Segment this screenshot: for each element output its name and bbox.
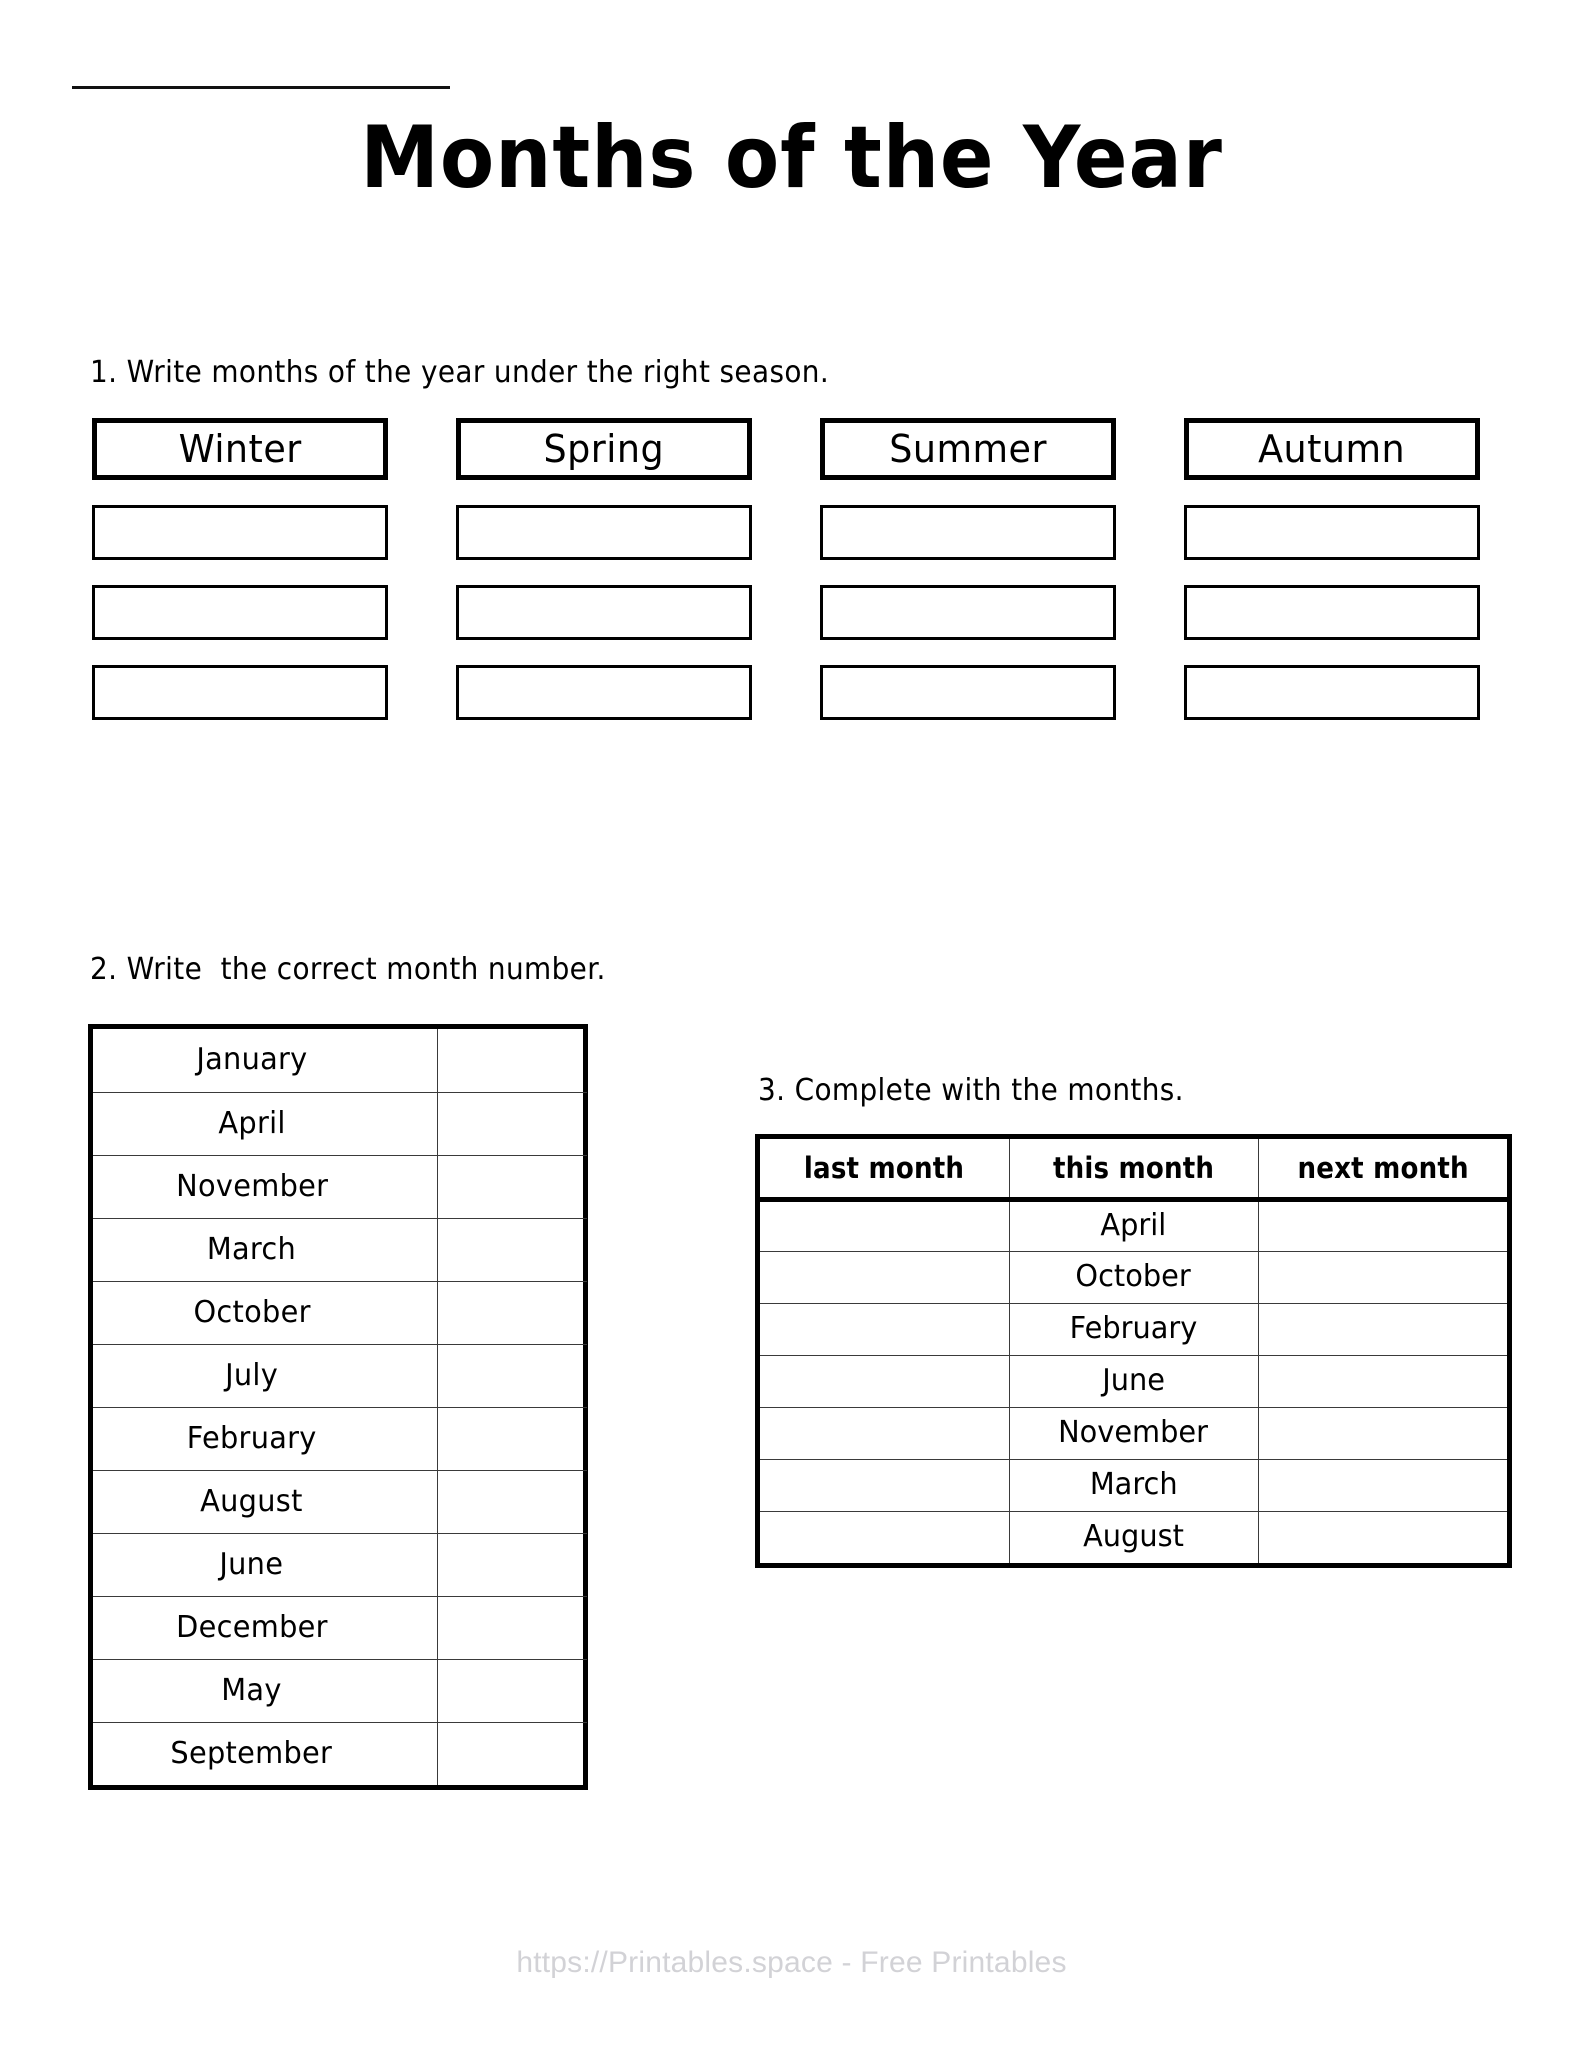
- student-name-line: [72, 86, 450, 89]
- season-column-summer: [820, 418, 1116, 720]
- season-answer-box[interactable]: [456, 585, 752, 640]
- page-title: Months of the Year: [360, 108, 1223, 208]
- month-name-cell: [93, 1155, 437, 1218]
- table-row: [760, 1407, 1507, 1459]
- month-number-answer-cell[interactable]: [437, 1029, 587, 1092]
- season-header-autumn: [1184, 418, 1480, 480]
- column-header-this-month: [1009, 1139, 1258, 1199]
- month-name-cell: [93, 1407, 437, 1470]
- this-month-cell: [1009, 1303, 1258, 1355]
- this-month-label: June: [1102, 1363, 1165, 1398]
- next-month-answer-cell[interactable]: [1258, 1199, 1507, 1251]
- season-header-winter: [92, 418, 388, 480]
- season-column-autumn: [1184, 418, 1480, 720]
- season-answer-box[interactable]: [820, 505, 1116, 560]
- season-answer-box[interactable]: [1184, 665, 1480, 720]
- month-number-table: [88, 1024, 588, 1790]
- complete-months-table: [755, 1134, 1512, 1568]
- month-name-cell: [93, 1659, 437, 1722]
- column-header-next-month: [1258, 1139, 1507, 1199]
- this-month-label: April: [1100, 1208, 1167, 1243]
- month-number-answer-cell[interactable]: [437, 1533, 587, 1596]
- this-month-label: October: [1075, 1259, 1192, 1294]
- table-row: [93, 1722, 587, 1785]
- table-row: [93, 1470, 587, 1533]
- this-month-cell: [1009, 1251, 1258, 1303]
- table-row: [760, 1355, 1507, 1407]
- month-name-cell: [93, 1218, 437, 1281]
- month-number-answer-cell[interactable]: [437, 1155, 587, 1218]
- month-number-answer-cell[interactable]: [437, 1344, 587, 1407]
- this-month-label: November: [1058, 1415, 1209, 1450]
- last-month-answer-cell[interactable]: [760, 1303, 1009, 1355]
- footer-credit: https://Printables.space - Free Printables: [516, 1946, 1067, 1979]
- season-answer-box[interactable]: [92, 505, 388, 560]
- table-row: [93, 1659, 587, 1722]
- season-answer-box[interactable]: [1184, 585, 1480, 640]
- table-row: [760, 1199, 1507, 1251]
- season-header-label: Autumn: [1258, 427, 1406, 471]
- month-name-cell: [93, 1470, 437, 1533]
- month-name-label: December: [175, 1609, 328, 1645]
- table-row: [93, 1092, 587, 1155]
- month-name-label: January: [196, 1042, 308, 1078]
- month-name-label: June: [219, 1546, 284, 1582]
- exercise-3-instruction: 3. Complete with the months.: [758, 1073, 1184, 1108]
- table-row: [93, 1029, 587, 1092]
- season-answer-box[interactable]: [456, 665, 752, 720]
- month-name-label: March: [207, 1231, 297, 1267]
- month-number-answer-cell[interactable]: [437, 1092, 587, 1155]
- month-number-answer-cell[interactable]: [437, 1218, 587, 1281]
- season-header-label: Summer: [889, 427, 1047, 471]
- month-name-label: November: [175, 1168, 328, 1204]
- month-name-label: April: [218, 1105, 286, 1141]
- season-answer-box[interactable]: [456, 505, 752, 560]
- season-answer-box[interactable]: [92, 665, 388, 720]
- last-month-answer-cell[interactable]: [760, 1407, 1009, 1459]
- season-header-summer: [820, 418, 1116, 480]
- month-number-answer-cell[interactable]: [437, 1596, 587, 1659]
- month-name-label: September: [170, 1735, 333, 1771]
- table-row: [760, 1303, 1507, 1355]
- month-name-label: October: [193, 1294, 311, 1330]
- table-row: [93, 1155, 587, 1218]
- season-answer-box[interactable]: [92, 585, 388, 640]
- season-sorting-grid: [92, 418, 1480, 630]
- exercise-1-instruction: 1. Write months of the year under the right season.: [90, 355, 830, 390]
- column-header-label: last month: [804, 1150, 965, 1185]
- next-month-answer-cell[interactable]: [1258, 1251, 1507, 1303]
- table-row: [93, 1596, 587, 1659]
- month-name-cell: [93, 1344, 437, 1407]
- this-month-cell: [1009, 1459, 1258, 1511]
- table-row: [760, 1511, 1507, 1563]
- this-month-label: March: [1089, 1467, 1178, 1502]
- month-name-label: July: [225, 1357, 279, 1393]
- column-header-label: this month: [1052, 1150, 1215, 1185]
- month-name-label: August: [200, 1483, 304, 1519]
- season-header-spring: [456, 418, 752, 480]
- table-row: [760, 1459, 1507, 1511]
- last-month-answer-cell[interactable]: [760, 1511, 1009, 1563]
- month-name-cell: [93, 1722, 437, 1785]
- month-number-answer-cell[interactable]: [437, 1281, 587, 1344]
- last-month-answer-cell[interactable]: [760, 1251, 1009, 1303]
- season-column-spring: [456, 418, 752, 720]
- next-month-answer-cell[interactable]: [1258, 1303, 1507, 1355]
- season-answer-box[interactable]: [1184, 505, 1480, 560]
- season-answer-box[interactable]: [820, 585, 1116, 640]
- this-month-label: February: [1069, 1311, 1198, 1346]
- season-column-winter: [92, 418, 388, 720]
- this-month-cell: [1009, 1199, 1258, 1251]
- last-month-answer-cell[interactable]: [760, 1459, 1009, 1511]
- last-month-answer-cell[interactable]: [760, 1199, 1009, 1251]
- table-row: [93, 1281, 587, 1344]
- column-header-label: next month: [1297, 1150, 1469, 1185]
- month-name-cell: [93, 1533, 437, 1596]
- next-month-answer-cell[interactable]: [1258, 1355, 1507, 1407]
- month-number-answer-cell[interactable]: [437, 1407, 587, 1470]
- exercise-2-instruction: 2. Write the correct month number.: [90, 952, 606, 987]
- month-name-cell: [93, 1029, 437, 1092]
- this-month-cell: [1009, 1355, 1258, 1407]
- column-header-last-month: [760, 1139, 1009, 1199]
- table-row: [93, 1344, 587, 1407]
- month-name-label: May: [221, 1672, 282, 1708]
- month-name-cell: [93, 1281, 437, 1344]
- month-number-answer-cell[interactable]: [437, 1722, 587, 1785]
- season-header-label: Spring: [543, 427, 665, 471]
- table-header-row: [760, 1139, 1507, 1199]
- month-name-label: February: [186, 1420, 317, 1456]
- last-month-answer-cell[interactable]: [760, 1355, 1009, 1407]
- this-month-cell: [1009, 1511, 1258, 1563]
- month-number-answer-cell[interactable]: [437, 1470, 587, 1533]
- table-row: [93, 1407, 587, 1470]
- table-row: [93, 1533, 587, 1596]
- month-name-cell: [93, 1092, 437, 1155]
- this-month-cell: [1009, 1407, 1258, 1459]
- month-name-cell: [93, 1596, 437, 1659]
- next-month-answer-cell[interactable]: [1258, 1511, 1507, 1563]
- month-number-answer-cell[interactable]: [437, 1659, 587, 1722]
- next-month-answer-cell[interactable]: [1258, 1459, 1507, 1511]
- season-header-label: Winter: [178, 427, 302, 471]
- next-month-answer-cell[interactable]: [1258, 1407, 1507, 1459]
- table-row: [760, 1251, 1507, 1303]
- season-answer-box[interactable]: [820, 665, 1116, 720]
- table-row: [93, 1218, 587, 1281]
- this-month-label: August: [1083, 1519, 1184, 1555]
